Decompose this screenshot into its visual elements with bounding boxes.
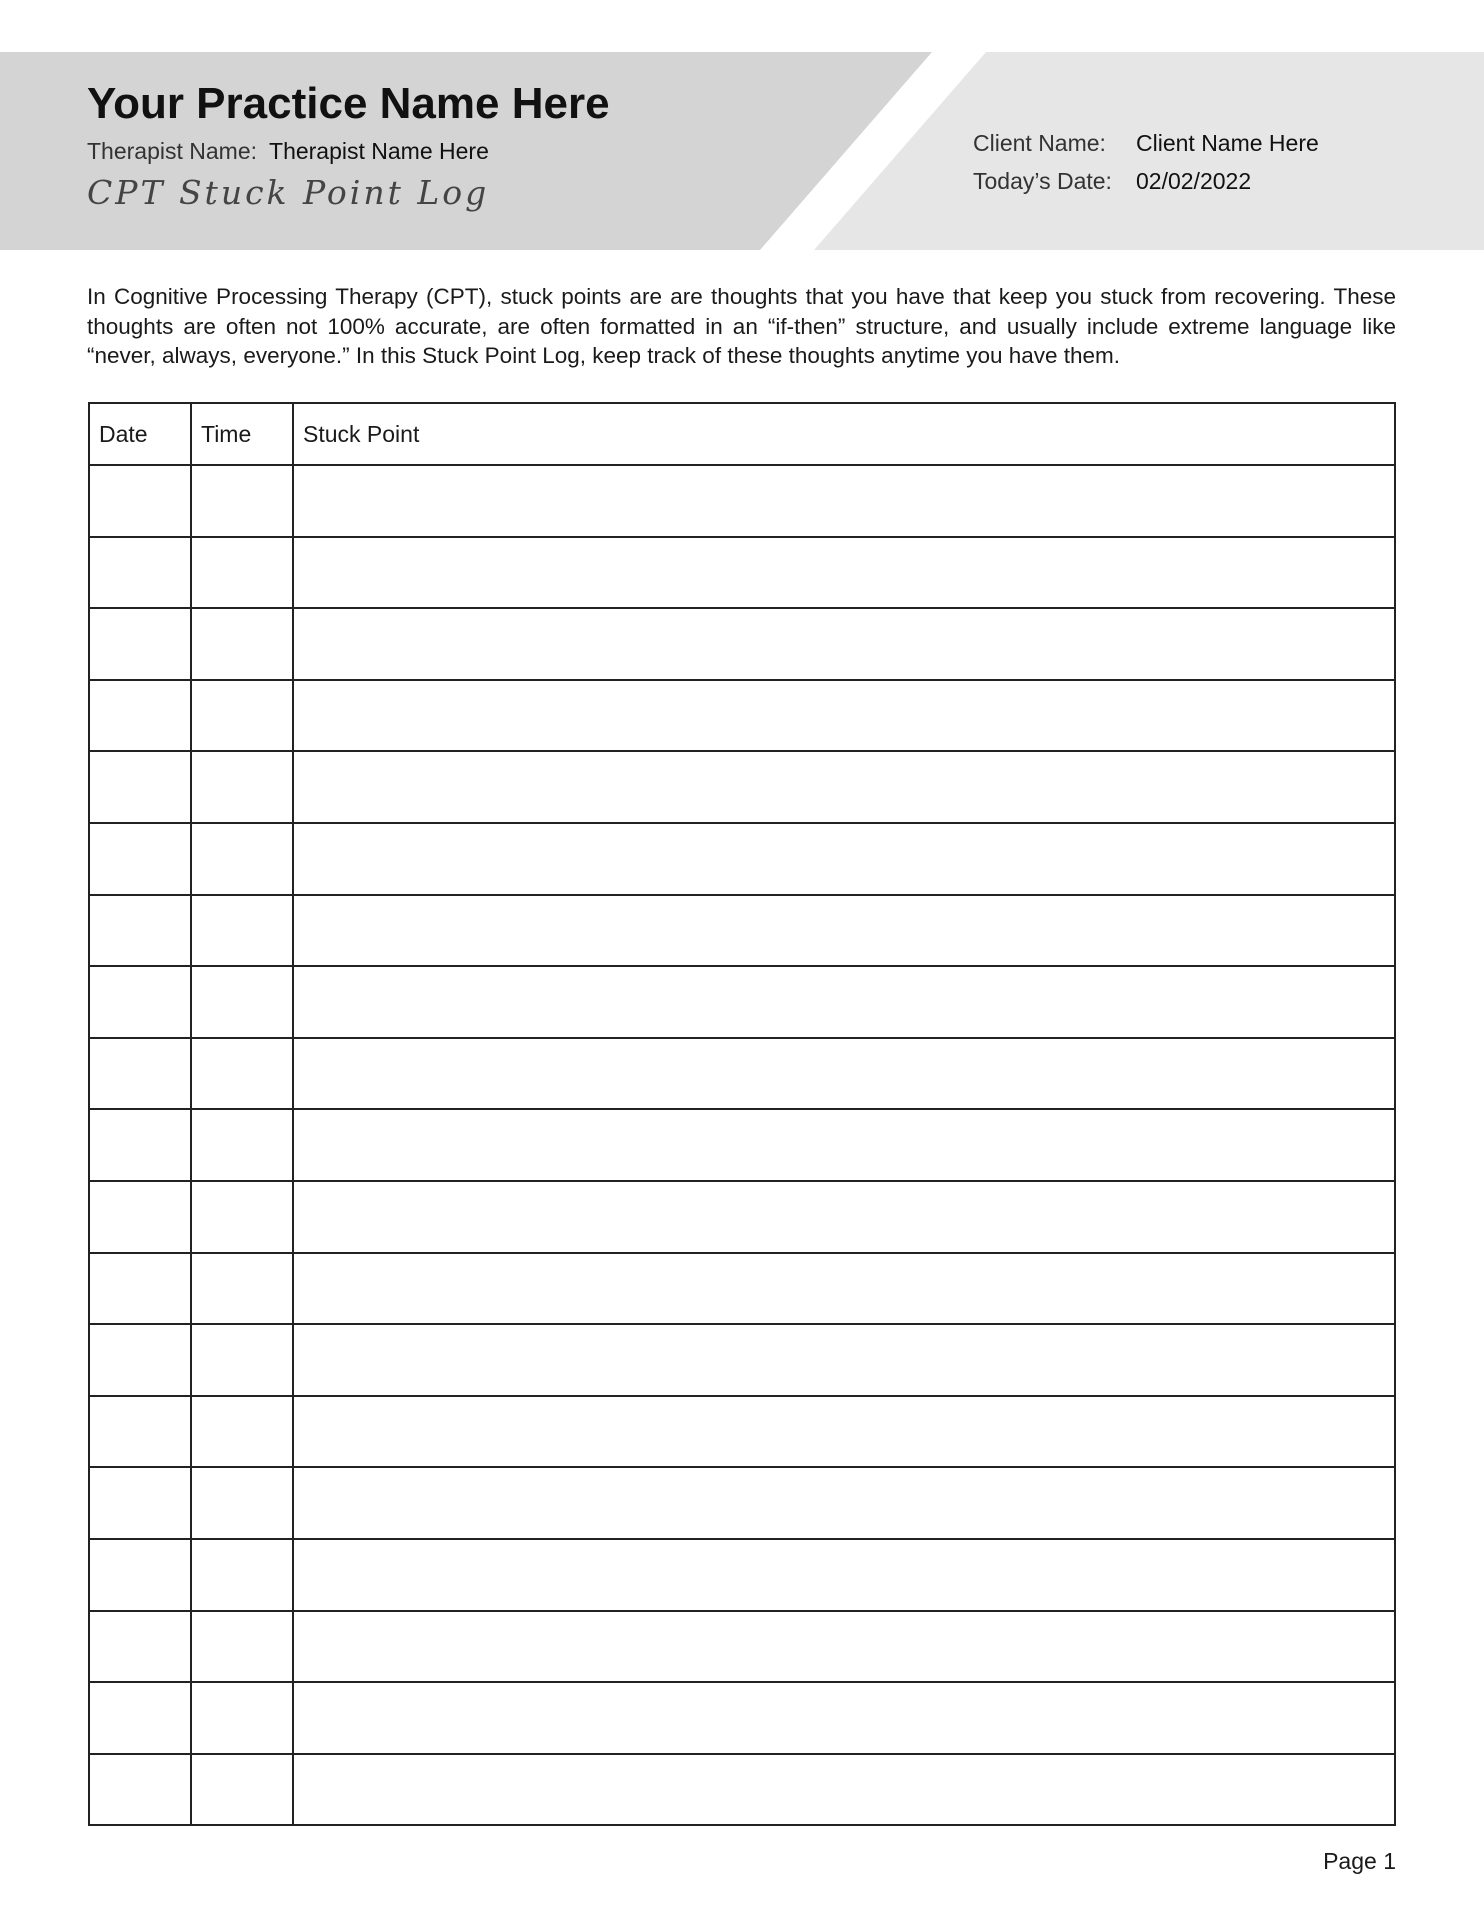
therapist-field [87,136,489,166]
table-row [89,823,1395,895]
cell-stuck-point[interactable] [293,537,1395,609]
column-header-time: Time [191,403,293,465]
table-row [89,680,1395,752]
cell-stuck-point[interactable] [293,465,1395,537]
cell-stuck-point[interactable] [293,966,1395,1038]
cell-stuck-point[interactable] [293,823,1395,895]
table-row [89,751,1395,823]
form-title: CPT Stuck Point Log [87,173,490,212]
therapist-label: Therapist Name: [87,138,258,164]
cell-date[interactable] [89,1611,191,1683]
cell-stuck-point[interactable] [293,1253,1395,1325]
cell-stuck-point[interactable] [293,1611,1395,1683]
date-value: 02/02/2022 [1136,168,1252,194]
cell-stuck-point[interactable] [293,1181,1395,1253]
cell-date[interactable] [89,1467,191,1539]
table-row [89,1754,1395,1826]
cell-date[interactable] [89,1539,191,1611]
cell-stuck-point[interactable] [293,895,1395,967]
cell-time[interactable] [191,537,293,609]
table-header-row [89,403,1395,465]
table-row [89,1539,1395,1611]
cell-date[interactable] [89,1109,191,1181]
cell-stuck-point[interactable] [293,1682,1395,1754]
table-row [89,895,1395,967]
client-info [973,124,1319,200]
client-name-value: Client Name Here [1136,130,1319,156]
cell-stuck-point[interactable] [293,608,1395,680]
table-row [89,1253,1395,1325]
stuck-point-log-table [88,402,1396,1826]
cell-time[interactable] [191,680,293,752]
table-row [89,1109,1395,1181]
cell-time[interactable] [191,895,293,967]
table-body [89,465,1395,1825]
intro-paragraph: In Cognitive Processing Therapy (CPT), stuck points are are thoughts that you have that keep you stuck from recovering. These thoughts are often not 100% accurate, are often formatted in an “if-then” structure, and usually include extreme language like “never, always, everyone.” In this Stuck Point Log, keep track of these thoughts anytime you have them. [87,284,1396,368]
cell-date[interactable] [89,1324,191,1396]
cell-stuck-point[interactable] [293,1396,1395,1468]
cell-time[interactable] [191,465,293,537]
cell-stuck-point[interactable] [293,1754,1395,1826]
practice-name: Your Practice Name Here [87,79,610,128]
cell-date[interactable] [89,823,191,895]
cell-stuck-point[interactable] [293,680,1395,752]
page-number: Page 1 [1323,1848,1396,1874]
cell-stuck-point[interactable] [293,1038,1395,1110]
table-row [89,1324,1395,1396]
table-row [89,1396,1395,1468]
table-row [89,465,1395,537]
column-header-stuck-point: Stuck Point [293,403,1395,465]
column-header-date: Date [89,403,191,465]
cell-time[interactable] [191,966,293,1038]
cell-date[interactable] [89,537,191,609]
cell-stuck-point[interactable] [293,1109,1395,1181]
table-row [89,1682,1395,1754]
table-row [89,608,1395,680]
cell-time[interactable] [191,823,293,895]
cell-time[interactable] [191,1253,293,1325]
client-name-field [973,124,1319,162]
cell-time[interactable] [191,1324,293,1396]
table-row [89,1038,1395,1110]
cell-time[interactable] [191,1467,293,1539]
cell-time[interactable] [191,1181,293,1253]
cell-time[interactable] [191,608,293,680]
cell-date[interactable] [89,1682,191,1754]
client-name-label: Client Name: [973,130,1106,156]
cell-stuck-point[interactable] [293,1324,1395,1396]
cell-date[interactable] [89,895,191,967]
cell-date[interactable] [89,1038,191,1110]
cell-time[interactable] [191,1682,293,1754]
cell-date[interactable] [89,1754,191,1826]
date-field [973,162,1319,200]
table-row [89,1181,1395,1253]
cell-date[interactable] [89,680,191,752]
cell-date[interactable] [89,966,191,1038]
cell-date[interactable] [89,465,191,537]
cell-date[interactable] [89,1181,191,1253]
cell-date[interactable] [89,608,191,680]
cell-time[interactable] [191,1109,293,1181]
cell-date[interactable] [89,1396,191,1468]
cell-time[interactable] [191,751,293,823]
date-label: Today’s Date: [973,168,1112,194]
cell-stuck-point[interactable] [293,751,1395,823]
table-row [89,1611,1395,1683]
cell-time[interactable] [191,1038,293,1110]
table-row [89,537,1395,609]
table-row [89,1467,1395,1539]
cell-time[interactable] [191,1396,293,1468]
cell-stuck-point[interactable] [293,1539,1395,1611]
cell-stuck-point[interactable] [293,1467,1395,1539]
cell-date[interactable] [89,751,191,823]
cell-time[interactable] [191,1611,293,1683]
table-row [89,966,1395,1038]
cell-time[interactable] [191,1754,293,1826]
therapist-value: Therapist Name Here [269,138,489,164]
cell-date[interactable] [89,1253,191,1325]
cell-time[interactable] [191,1539,293,1611]
